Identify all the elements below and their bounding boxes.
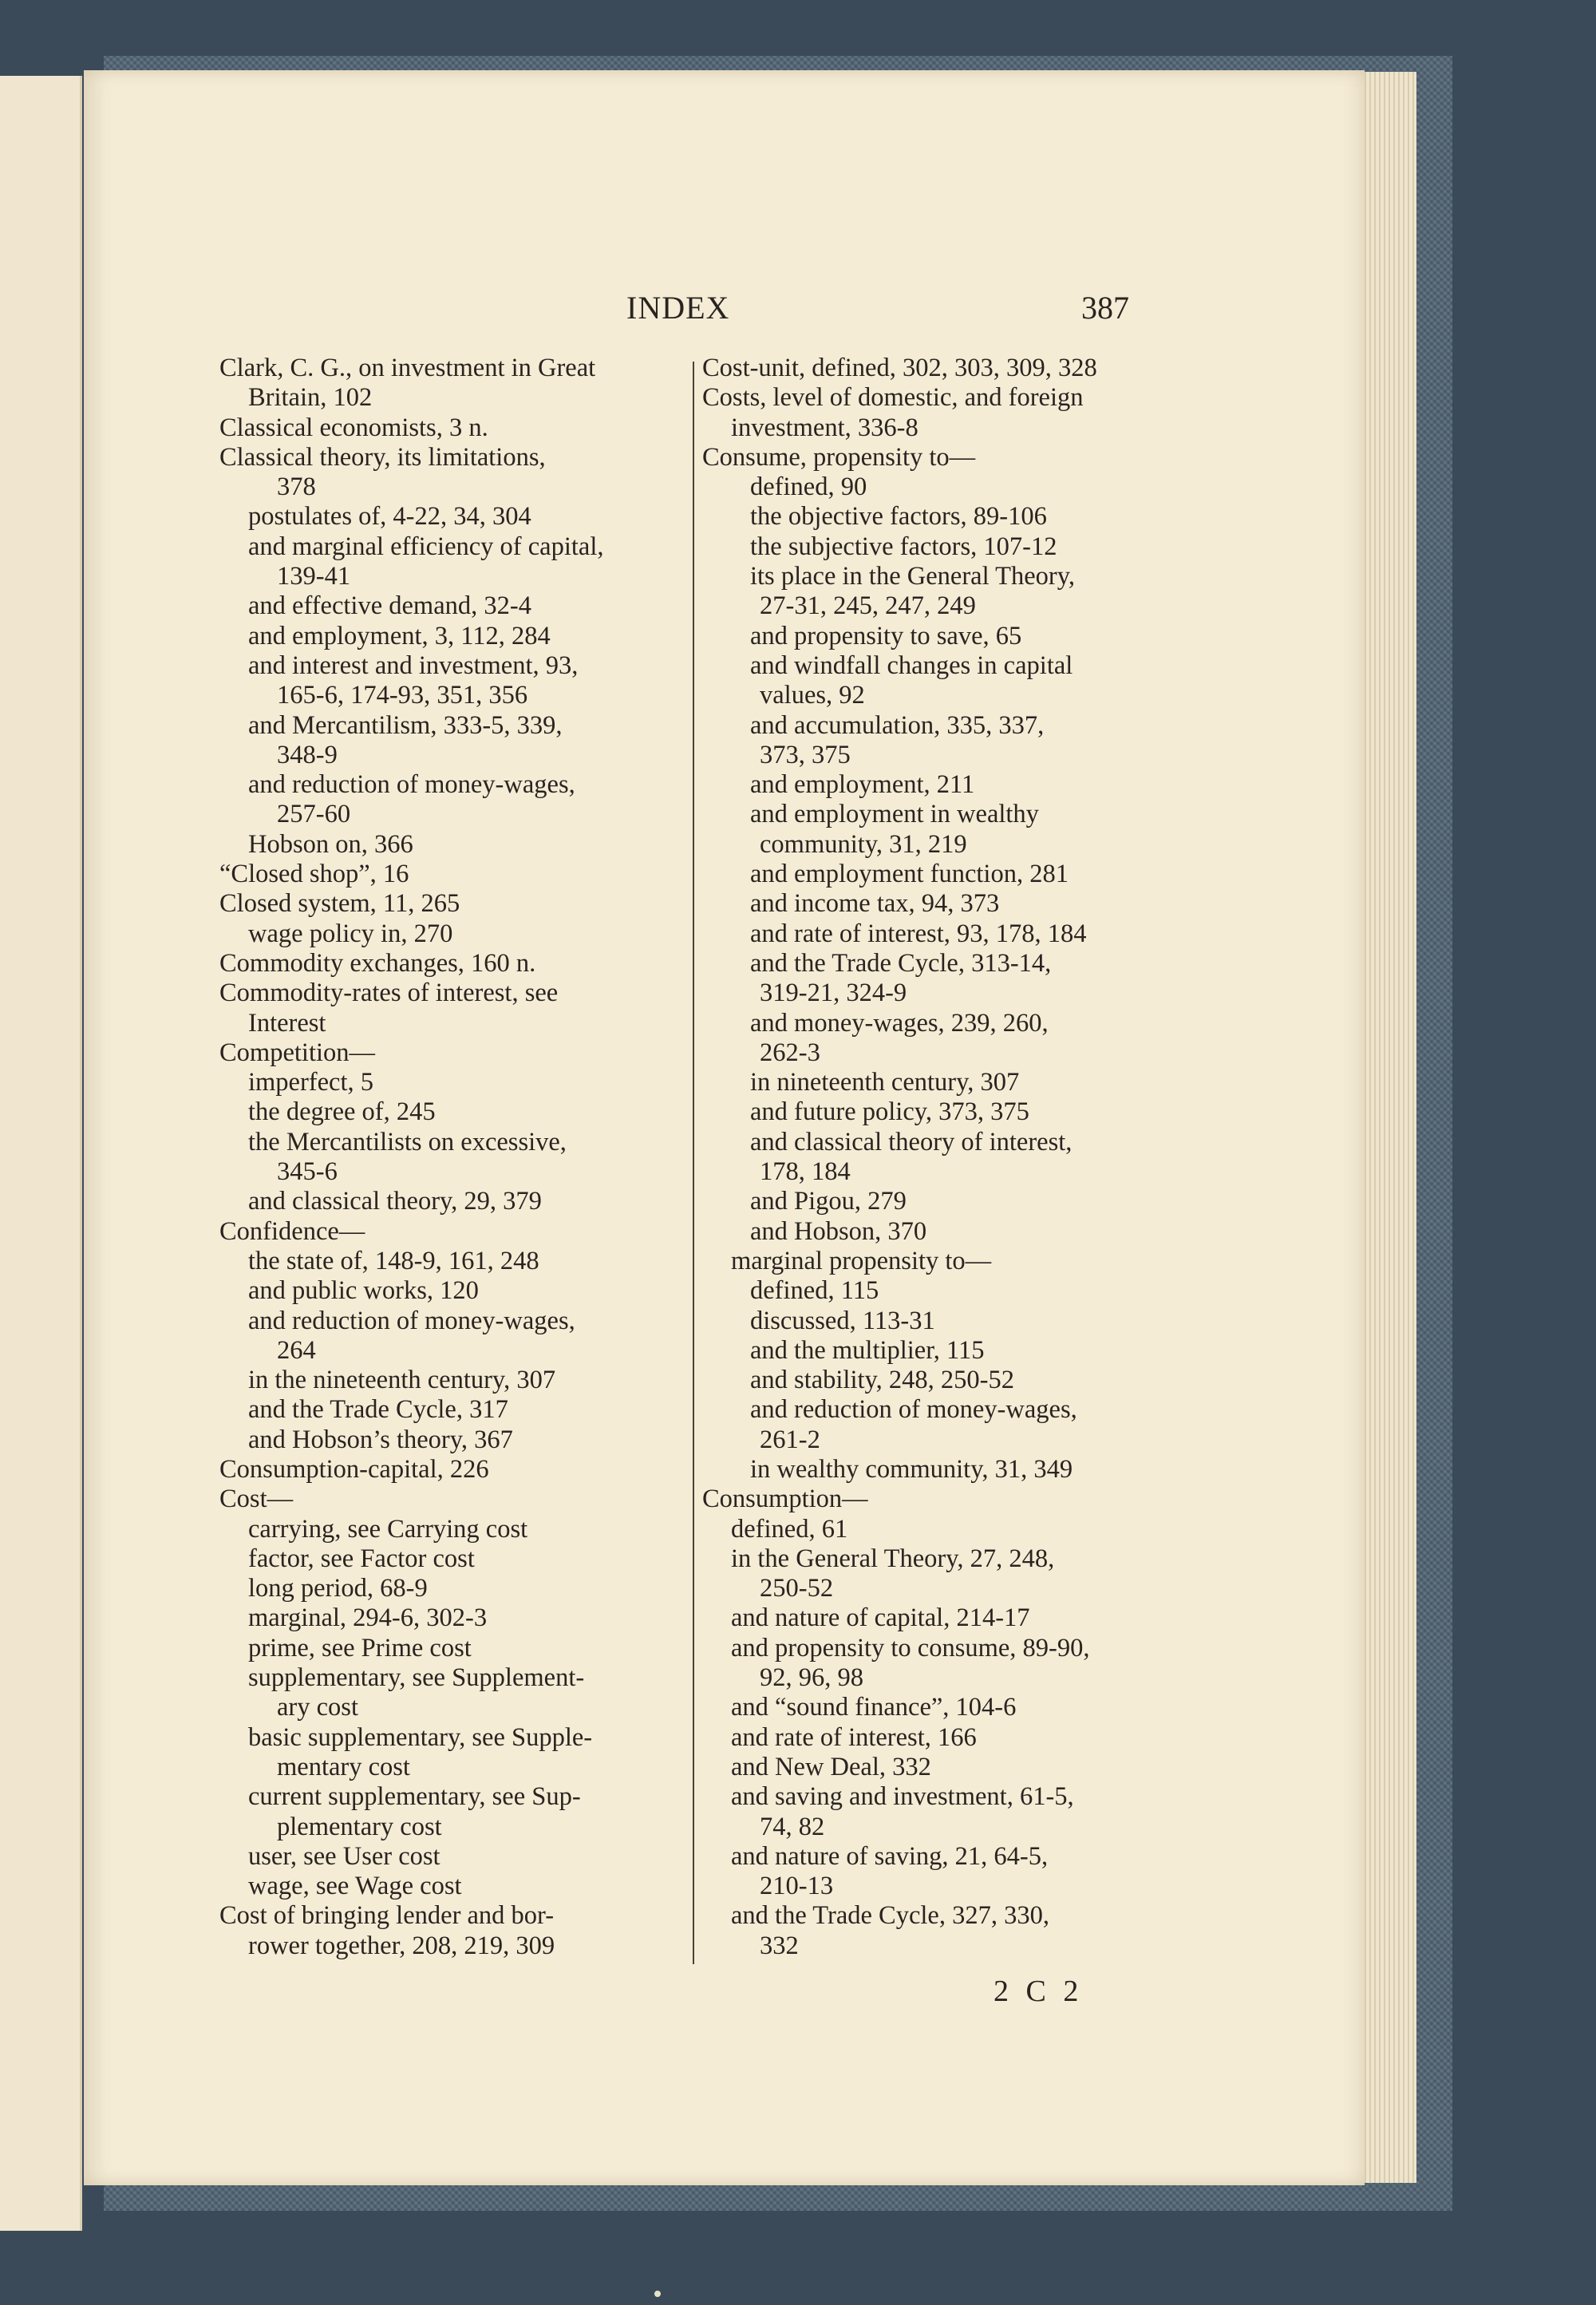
index-entry-line: Cost of bringing lender and bor- bbox=[219, 1901, 555, 1931]
index-entry-line: mentary cost bbox=[277, 1752, 410, 1781]
index-entry-line: 250-52 bbox=[760, 1574, 834, 1603]
index-entry-line: and rate of interest, 166 bbox=[731, 1722, 977, 1752]
index-entry-line: Closed system, 11, 265 bbox=[219, 889, 460, 919]
index-entry-line: and employment, 211 bbox=[750, 770, 975, 800]
index-entry-line: in the General Theory, 27, 248, bbox=[731, 1544, 1055, 1573]
index-entry-line: the subjective factors, 107-12 bbox=[750, 532, 1057, 561]
index-entry-line: postulates of, 4-22, 34, 304 bbox=[248, 502, 531, 532]
signature-mark: 2 C 2 bbox=[994, 1975, 1084, 2008]
index-entry-line: and stability, 248, 250-52 bbox=[750, 1366, 1014, 1395]
index-entry-line: and future policy, 373, 375 bbox=[750, 1097, 1029, 1127]
index-entry-line: and nature of saving, 21, 64-5, bbox=[731, 1841, 1049, 1871]
index-entry-line: 345-6 bbox=[277, 1157, 338, 1187]
page-number: 387 bbox=[1081, 290, 1129, 326]
index-entry-line: imperfect, 5 bbox=[248, 1068, 374, 1097]
index-entry-line: in nineteenth century, 307 bbox=[750, 1068, 1020, 1097]
index-entry-line: and Mercantilism, 333-5, 339, bbox=[248, 710, 563, 740]
index-entry-line: and reduction of money-wages, bbox=[248, 770, 575, 800]
index-entry-line: Commodity exchanges, 160 n. bbox=[219, 948, 536, 978]
index-entry-line: Clark, C. G., on investment in Great bbox=[219, 354, 596, 382]
index-entry-line: investment, 336-8 bbox=[731, 413, 918, 442]
index-entry-line: wage, see Wage cost bbox=[248, 1872, 462, 1901]
index-entry-line: factor, see Factor cost bbox=[248, 1544, 475, 1573]
index-entry-line: and saving and investment, 61-5, bbox=[731, 1782, 1074, 1812]
index-entry-line: 178, 184 bbox=[760, 1157, 851, 1187]
index-entry-line: and rate of interest, 93, 178, 184 bbox=[750, 919, 1087, 948]
index-entry-line: and effective demand, 32-4 bbox=[248, 591, 531, 621]
index-entry-line: Consumption— bbox=[702, 1485, 868, 1514]
index-entry-line: carrying, see Carrying cost bbox=[248, 1514, 528, 1544]
index-entry-line: in wealthy community, 31, 349 bbox=[750, 1454, 1073, 1484]
index-entry-line: and reduction of money-wages, bbox=[750, 1395, 1077, 1425]
index-entry-line: Cost— bbox=[219, 1485, 294, 1514]
index-entry-line: 210-13 bbox=[760, 1872, 834, 1901]
index-entry-line: defined, 115 bbox=[750, 1276, 879, 1306]
index-entry-line: 264 bbox=[277, 1335, 316, 1365]
index-entry-line: marginal, 294-6, 302-3 bbox=[248, 1603, 488, 1633]
index-entry-line: and money-wages, 239, 260, bbox=[750, 1008, 1049, 1038]
index-entry-line: ary cost bbox=[277, 1693, 358, 1722]
index-entry-line: and income tax, 94, 373 bbox=[750, 889, 1000, 919]
index-entry-line: in the nineteenth century, 307 bbox=[248, 1366, 556, 1395]
index-entry-line: and propensity to save, 65 bbox=[750, 621, 1022, 650]
index-entry-line: discussed, 113-31 bbox=[750, 1306, 935, 1335]
index-entry-line: 373, 375 bbox=[760, 740, 851, 769]
index-entry-line: and interest and investment, 93, bbox=[248, 650, 579, 680]
index-entry-line: and public works, 120 bbox=[248, 1276, 479, 1306]
page-edges bbox=[1357, 72, 1416, 2183]
index-entry-line: Britain, 102 bbox=[248, 383, 373, 413]
index-entry-line: and classical theory, 29, 379 bbox=[248, 1187, 542, 1216]
index-entry-line: 261-2 bbox=[760, 1425, 820, 1454]
index-entry-line: and employment function, 281 bbox=[750, 860, 1069, 889]
index-entry-line: the objective factors, 89-106 bbox=[750, 502, 1047, 532]
index-entry-line: and Pigou, 279 bbox=[750, 1187, 907, 1216]
index-entry-line: 165-6, 174-93, 351, 356 bbox=[277, 681, 528, 710]
index-entry-line: Consume, propensity to— bbox=[702, 442, 976, 472]
column-divider bbox=[693, 362, 694, 1964]
index-entry-line: community, 31, 219 bbox=[760, 829, 967, 859]
index-entry-line: and marginal efficiency of capital, bbox=[248, 532, 604, 561]
index-column-right bbox=[702, 354, 1165, 1961]
index-entry-line: Consumption-capital, 226 bbox=[219, 1454, 489, 1484]
index-entry-line: 257-60 bbox=[277, 800, 351, 829]
index-entry-line: and nature of capital, 214-17 bbox=[731, 1603, 1030, 1633]
index-entry-line: Competition— bbox=[219, 1038, 375, 1067]
index-entry-line: and Hobson’s theory, 367 bbox=[248, 1425, 513, 1454]
page-title: INDEX bbox=[626, 290, 730, 326]
index-entry-line: rower together, 208, 219, 309 bbox=[248, 1931, 555, 1960]
index-entry-line: 319-21, 324-9 bbox=[760, 979, 907, 1008]
index-entry-line: Cost-unit, defined, 302, 303, 309, 328 bbox=[702, 354, 1097, 382]
index-entry-line: marginal propensity to— bbox=[731, 1246, 992, 1275]
index-entry-line: and New Deal, 332 bbox=[731, 1752, 931, 1781]
index-entry-line: the Mercantilists on excessive, bbox=[248, 1127, 567, 1156]
index-entry-line: and the Trade Cycle, 313-14, bbox=[750, 948, 1052, 978]
index-entry-line: plementary cost bbox=[277, 1812, 442, 1841]
index-entry-line: its place in the General Theory, bbox=[750, 562, 1075, 591]
index-entry-line: 378 bbox=[277, 472, 316, 502]
index-entry-line: 74, 82 bbox=[760, 1812, 825, 1841]
index-entry-line: 332 bbox=[760, 1931, 799, 1960]
index-entry-line: defined, 61 bbox=[731, 1514, 848, 1544]
index-entry-line: Hobson on, 366 bbox=[248, 829, 413, 859]
index-column-left bbox=[219, 354, 678, 1961]
index-entry-line: and reduction of money-wages, bbox=[248, 1306, 575, 1335]
index-entry-line: Classical theory, its limitations, bbox=[219, 442, 546, 472]
index-entry-line: Commodity-rates of interest, see bbox=[219, 979, 559, 1008]
index-entry-line: defined, 90 bbox=[750, 472, 867, 502]
index-entry-line: long period, 68-9 bbox=[248, 1574, 428, 1603]
index-entry-line: 262-3 bbox=[760, 1038, 820, 1067]
index-entry-line: 139-41 bbox=[277, 562, 351, 591]
index-entry-line: the degree of, 245 bbox=[248, 1097, 436, 1127]
index-entry-line: Classical economists, 3 n. bbox=[219, 413, 488, 442]
index-entry-line: and employment in wealthy bbox=[750, 800, 1039, 829]
index-entry-line: and accumulation, 335, 337, bbox=[750, 710, 1045, 740]
index-entry-line: the state of, 148-9, 161, 248 bbox=[248, 1246, 539, 1275]
index-entry-line: Interest bbox=[248, 1008, 326, 1038]
facing-page-edge bbox=[0, 76, 82, 2231]
index-entry-line: and classical theory of interest, bbox=[750, 1127, 1073, 1156]
index-entry-line: Confidence— bbox=[219, 1216, 365, 1246]
index-entry-line: 92, 96, 98 bbox=[760, 1663, 863, 1693]
index-entry-line: and windfall changes in capital bbox=[750, 650, 1073, 680]
index-entry-line: 348-9 bbox=[277, 740, 338, 769]
index-entry-line: and the Trade Cycle, 317 bbox=[248, 1395, 508, 1425]
running-head bbox=[84, 289, 1365, 337]
speck bbox=[654, 2291, 661, 2297]
index-entry-line: wage policy in, 270 bbox=[248, 919, 453, 948]
index-entry-line: and the multiplier, 115 bbox=[750, 1335, 985, 1365]
index-entry-line: 27-31, 245, 247, 249 bbox=[760, 591, 976, 621]
index-page bbox=[84, 70, 1365, 2185]
index-entry-line: basic supplementary, see Supple- bbox=[248, 1722, 593, 1752]
index-entry-line: and Hobson, 370 bbox=[750, 1216, 927, 1246]
index-entry-line: prime, see Prime cost bbox=[248, 1633, 472, 1663]
index-entry-line: current supplementary, see Sup- bbox=[248, 1782, 581, 1812]
index-entry-line: and “sound finance”, 104-6 bbox=[731, 1693, 1017, 1722]
index-entry-line: Costs, level of domestic, and foreign bbox=[702, 383, 1084, 413]
index-entry-line: “Closed shop”, 16 bbox=[219, 860, 409, 889]
index-entry-line: and employment, 3, 112, 284 bbox=[248, 621, 551, 650]
index-entry-line: and the Trade Cycle, 327, 330, bbox=[731, 1901, 1049, 1931]
index-entry-line: supplementary, see Supplement- bbox=[248, 1663, 585, 1693]
index-entry-line: user, see User cost bbox=[248, 1841, 440, 1871]
index-entry-line: values, 92 bbox=[760, 681, 865, 710]
index-entry-line: and propensity to consume, 89-90, bbox=[731, 1633, 1090, 1663]
